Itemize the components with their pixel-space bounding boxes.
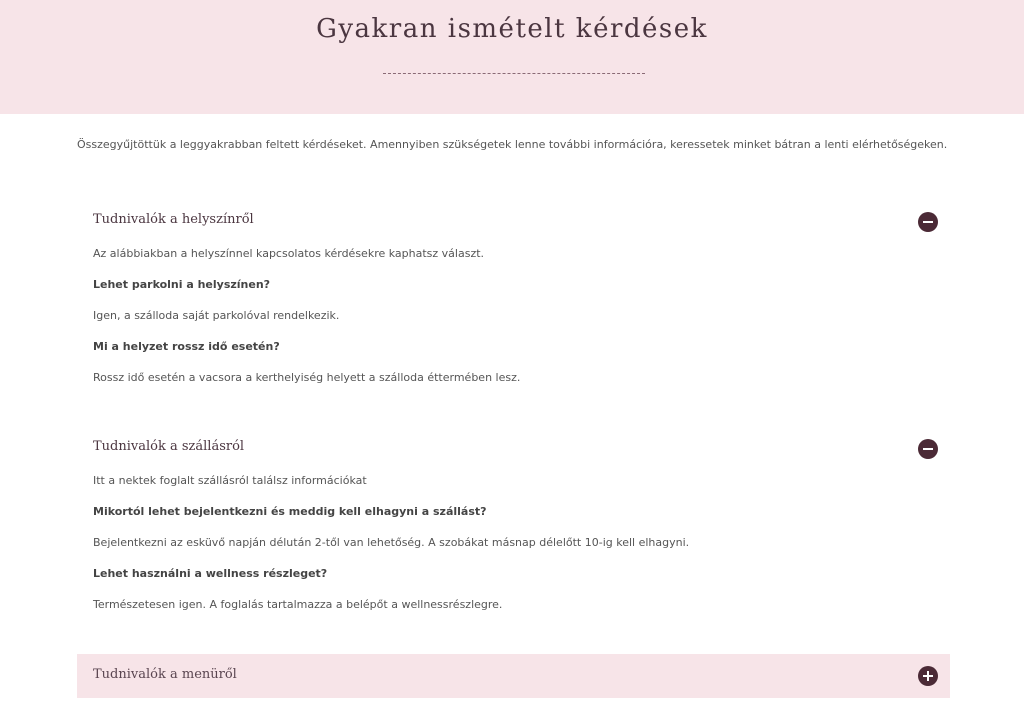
title-divider <box>383 73 645 74</box>
accordion-title: Tudnivalók a helyszínről <box>93 212 254 227</box>
faq-section-venue <box>77 202 950 384</box>
minus-circle-icon[interactable] <box>918 439 938 459</box>
minus-circle-icon[interactable] <box>918 212 938 232</box>
faq-question: Lehet használni a wellness részleget? <box>93 567 328 580</box>
page-title: Gyakran ismételt kérdések <box>316 14 708 44</box>
plus-circle-icon[interactable] <box>918 666 938 686</box>
faq-question: Mikortól lehet bejelentkezni és meddig kell elhagyni a szállást? <box>93 505 487 518</box>
accordion-title: Tudnivalók a szállásról <box>93 439 245 454</box>
faq-answer: Igen, a szálloda saját parkolóval rendelkezik. <box>93 309 340 322</box>
accordion-title: Tudnivalók a menüről <box>93 667 237 682</box>
faq-question: Mi a helyzet rossz idő esetén? <box>93 340 280 353</box>
section-intro: Itt a nektek foglalt szállásról találsz információkat <box>93 474 367 487</box>
faq-answer: Természetesen igen. A foglalás tartalmazza a belépőt a wellnessrészlegre. <box>93 598 503 611</box>
faq-answer: Rossz idő esetén a vacsora a kerthelyiség helyett a szálloda éttermében lesz. <box>93 371 521 384</box>
faq-section-accommodation <box>77 429 950 611</box>
accordion-header[interactable] <box>77 654 950 698</box>
intro-text: Összegyűjtöttük a leggyakrabban feltett kérdéseket. Amennyiben szükségetek lenne további információra, keressetek minket bátran a lenti elérhetőségeken. <box>77 138 948 151</box>
faq-section-menu <box>77 654 950 698</box>
accordion-header[interactable] <box>77 202 950 242</box>
faq-answer: Bejelentkezni az esküvő napján délután 2-től van lehetőség. A szobákat másnap délelőtt 10-ig kell elhagyni. <box>93 536 690 549</box>
accordion-header[interactable] <box>77 429 950 469</box>
faq-question: Lehet parkolni a helyszínen? <box>93 278 271 291</box>
section-intro: Az alábbiakban a helyszínnel kapcsolatos kérdésekre kaphatsz választ. <box>93 247 485 260</box>
page-header <box>0 0 1024 114</box>
